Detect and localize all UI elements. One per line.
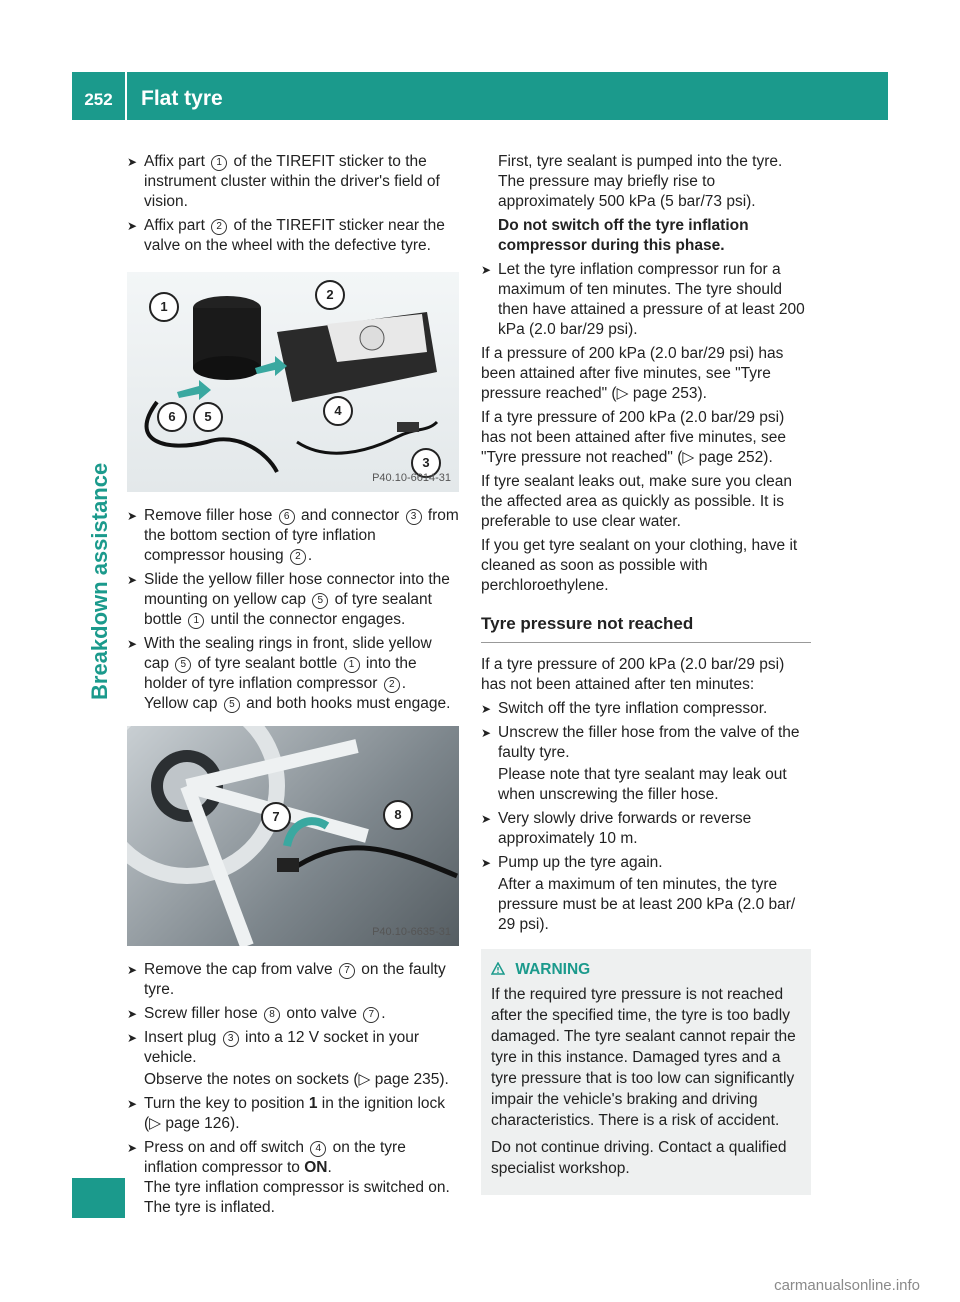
callout-ref: 4: [310, 1141, 326, 1157]
callout-ref: 5: [175, 657, 191, 673]
step-switch-off: ➤ Switch off the tyre inflation compressor.: [481, 699, 811, 719]
figure-compressor-kit: [127, 272, 459, 492]
figure-code: P40.10-6635-31: [372, 926, 451, 938]
callout-2: 2: [315, 280, 345, 310]
step-pump-again: ➤ Pump up the tyre again. After a maximum of ten minutes, the tyre pressure must be at least 200 kPa (2.0 bar/ 29 psi).: [481, 853, 811, 935]
step-remove-valve-cap: ➤ Remove the cap from valve 7 on the faulty tyre.: [127, 960, 461, 1000]
header-divider: [125, 72, 127, 120]
step-affix-part-2: ➤ Affix part 2 of the TIREFIT sticker near the valve on the wheel with the defective tyre.: [127, 216, 461, 256]
callout-ref: 2: [384, 677, 400, 693]
step-note: The tyre inflation compressor is switched on. The tyre is inflated.: [144, 1179, 450, 1216]
warning-text: If the required tyre pressure is not reached after the specified time, the tyre is too badly damaged. The tyre sealant cannot repair the tyre in this instance. Damaged tyres and a tyre pressure that is too low can significantly impair the vehicle's braking and driving characteristics. There is a risk of accident.: [491, 986, 796, 1129]
step-slide-yellow-cap: ➤ With the sealing rings in front, slide yellow cap 5 of tyre sealant bottle 1 into the holder of tyre inflation compressor 2 . Yellow cap 5 and both hooks must engage.: [127, 634, 461, 714]
callout-ref: 2: [290, 549, 306, 565]
callout-ref: 3: [406, 509, 422, 525]
callout-4: 4: [323, 396, 353, 426]
footer-watermark: carmanualsonline.info: [774, 1277, 920, 1294]
callout-ref: 7: [363, 1007, 379, 1023]
callout-ref: 1: [211, 155, 227, 171]
step-note: Observe the notes on sockets (▷ page 235).: [144, 1071, 449, 1088]
step-slide-connector: ➤ Slide the yellow filler hose connector into the mounting on yellow cap 5 of tyre sealant bottle 1 until the connector engages.: [127, 570, 461, 630]
right-column: [481, 152, 811, 1195]
warning-box: [481, 949, 811, 1195]
callout-7: 7: [261, 802, 291, 832]
step-turn-key: ➤ Turn the key to position 1 in the ignition lock (▷ page 126).: [127, 1094, 461, 1134]
intro-text: First, tyre sealant is pumped into the tyre. The pressure may briefly rise to approximately 500 kPa (5 bar/73 psi). Do not switch off the tyre inflation compressor during this phase.: [498, 153, 783, 254]
figure-wheel-valve: [127, 726, 459, 946]
callout-ref: 1: [188, 613, 204, 629]
step-insert-plug: ➤ Insert plug 3 into a 12 V socket in your vehicle. Observe the notes on sockets (▷ page 235).: [127, 1028, 461, 1090]
callout-1: 1: [149, 292, 179, 322]
page-number: 252: [84, 90, 113, 109]
chapter-title: Flat tyre: [141, 87, 223, 110]
step-note: Please note that tyre sealant may leak out when unscrewing the filler hose.: [498, 766, 787, 803]
side-tab-block: [72, 1178, 125, 1218]
figure-code: P40.10-6614-31: [372, 472, 451, 484]
callout-8: 8: [383, 800, 413, 830]
step-screw-filler-hose: ➤ Screw filler hose 8 onto valve 7 .: [127, 1004, 461, 1024]
callout-ref: 1: [344, 657, 360, 673]
section-title: Tyre pressure not reached: [481, 614, 811, 643]
warning-action: Do not continue driving. Contact a qualified specialist workshop.: [491, 1139, 787, 1177]
para-pressure-not-reached: If a tyre pressure of 200 kPa (2.0 bar/29 psi) has not been attained after five minutes, see "Tyre pressure not reached" (▷ page 252).: [481, 409, 787, 466]
callout-ref: 6: [279, 509, 295, 525]
warning-triangle-icon: [491, 961, 509, 978]
callout-ref: 8: [264, 1007, 280, 1023]
callout-ref: 7: [339, 963, 355, 979]
callout-ref: 3: [223, 1031, 239, 1047]
step-unscrew-hose: ➤ Unscrew the filler hose from the valve of the faulty tyre. Please note that tyre sealant may leak out when unscrewing the filler hose.: [481, 723, 811, 805]
section-intro: If a tyre pressure of 200 kPa (2.0 bar/29 psi) has not been attained after ten minutes:: [481, 656, 785, 693]
step-run-compressor: ➤ Let the tyre inflation compressor run for a maximum of ten minutes. The tyre should then have attained a pressure of at least 200 kPa (2.0 bar/29 psi).: [481, 260, 811, 340]
step-drive-slowly: ➤ Very slowly drive forwards or reverse approximately 10 m.: [481, 809, 811, 849]
para-pressure-reached: If a pressure of 200 kPa (2.0 bar/29 psi) has been attained after five minutes, see "Tyre pressure reached" (▷ page 253).: [481, 345, 784, 402]
warning-title: WARNING: [491, 959, 801, 980]
step-press-switch: ➤ Press on and off switch 4 on the tyre inflation compressor to ON. The tyre inflation compressor is switched on. The tyre is inflated.: [127, 1138, 461, 1218]
step-note: After a maximum of ten minutes, the tyre pressure must be at least 200 kPa (2.0 bar/ 29 psi).: [498, 876, 796, 933]
left-column: [127, 152, 461, 1222]
callout-6: 6: [157, 402, 187, 432]
callout-3: 3: [411, 448, 441, 478]
para-clothing: If you get tyre sealant on your clothing, have it cleaned as soon as possible with perchloroethylene.: [481, 537, 798, 594]
callout-ref: 5: [224, 697, 240, 713]
step-remove-filler-hose: ➤ Remove filler hose 6 and connector 3 from the bottom section of tyre inflation compressor housing 2 .: [127, 506, 461, 566]
para-sealant-leak: If tyre sealant leaks out, make sure you clean the affected area as quickly as possible. It is preferable to use clear water.: [481, 473, 793, 530]
wheel-illustration: [127, 726, 459, 946]
step-affix-part-1: ➤ Affix part 1 of the TIREFIT sticker to the instrument cluster within the driver's field of vision.: [127, 152, 461, 212]
callout-5: 5: [193, 402, 223, 432]
callout-ref: 5: [312, 593, 328, 609]
callout-ref: 2: [211, 219, 227, 235]
